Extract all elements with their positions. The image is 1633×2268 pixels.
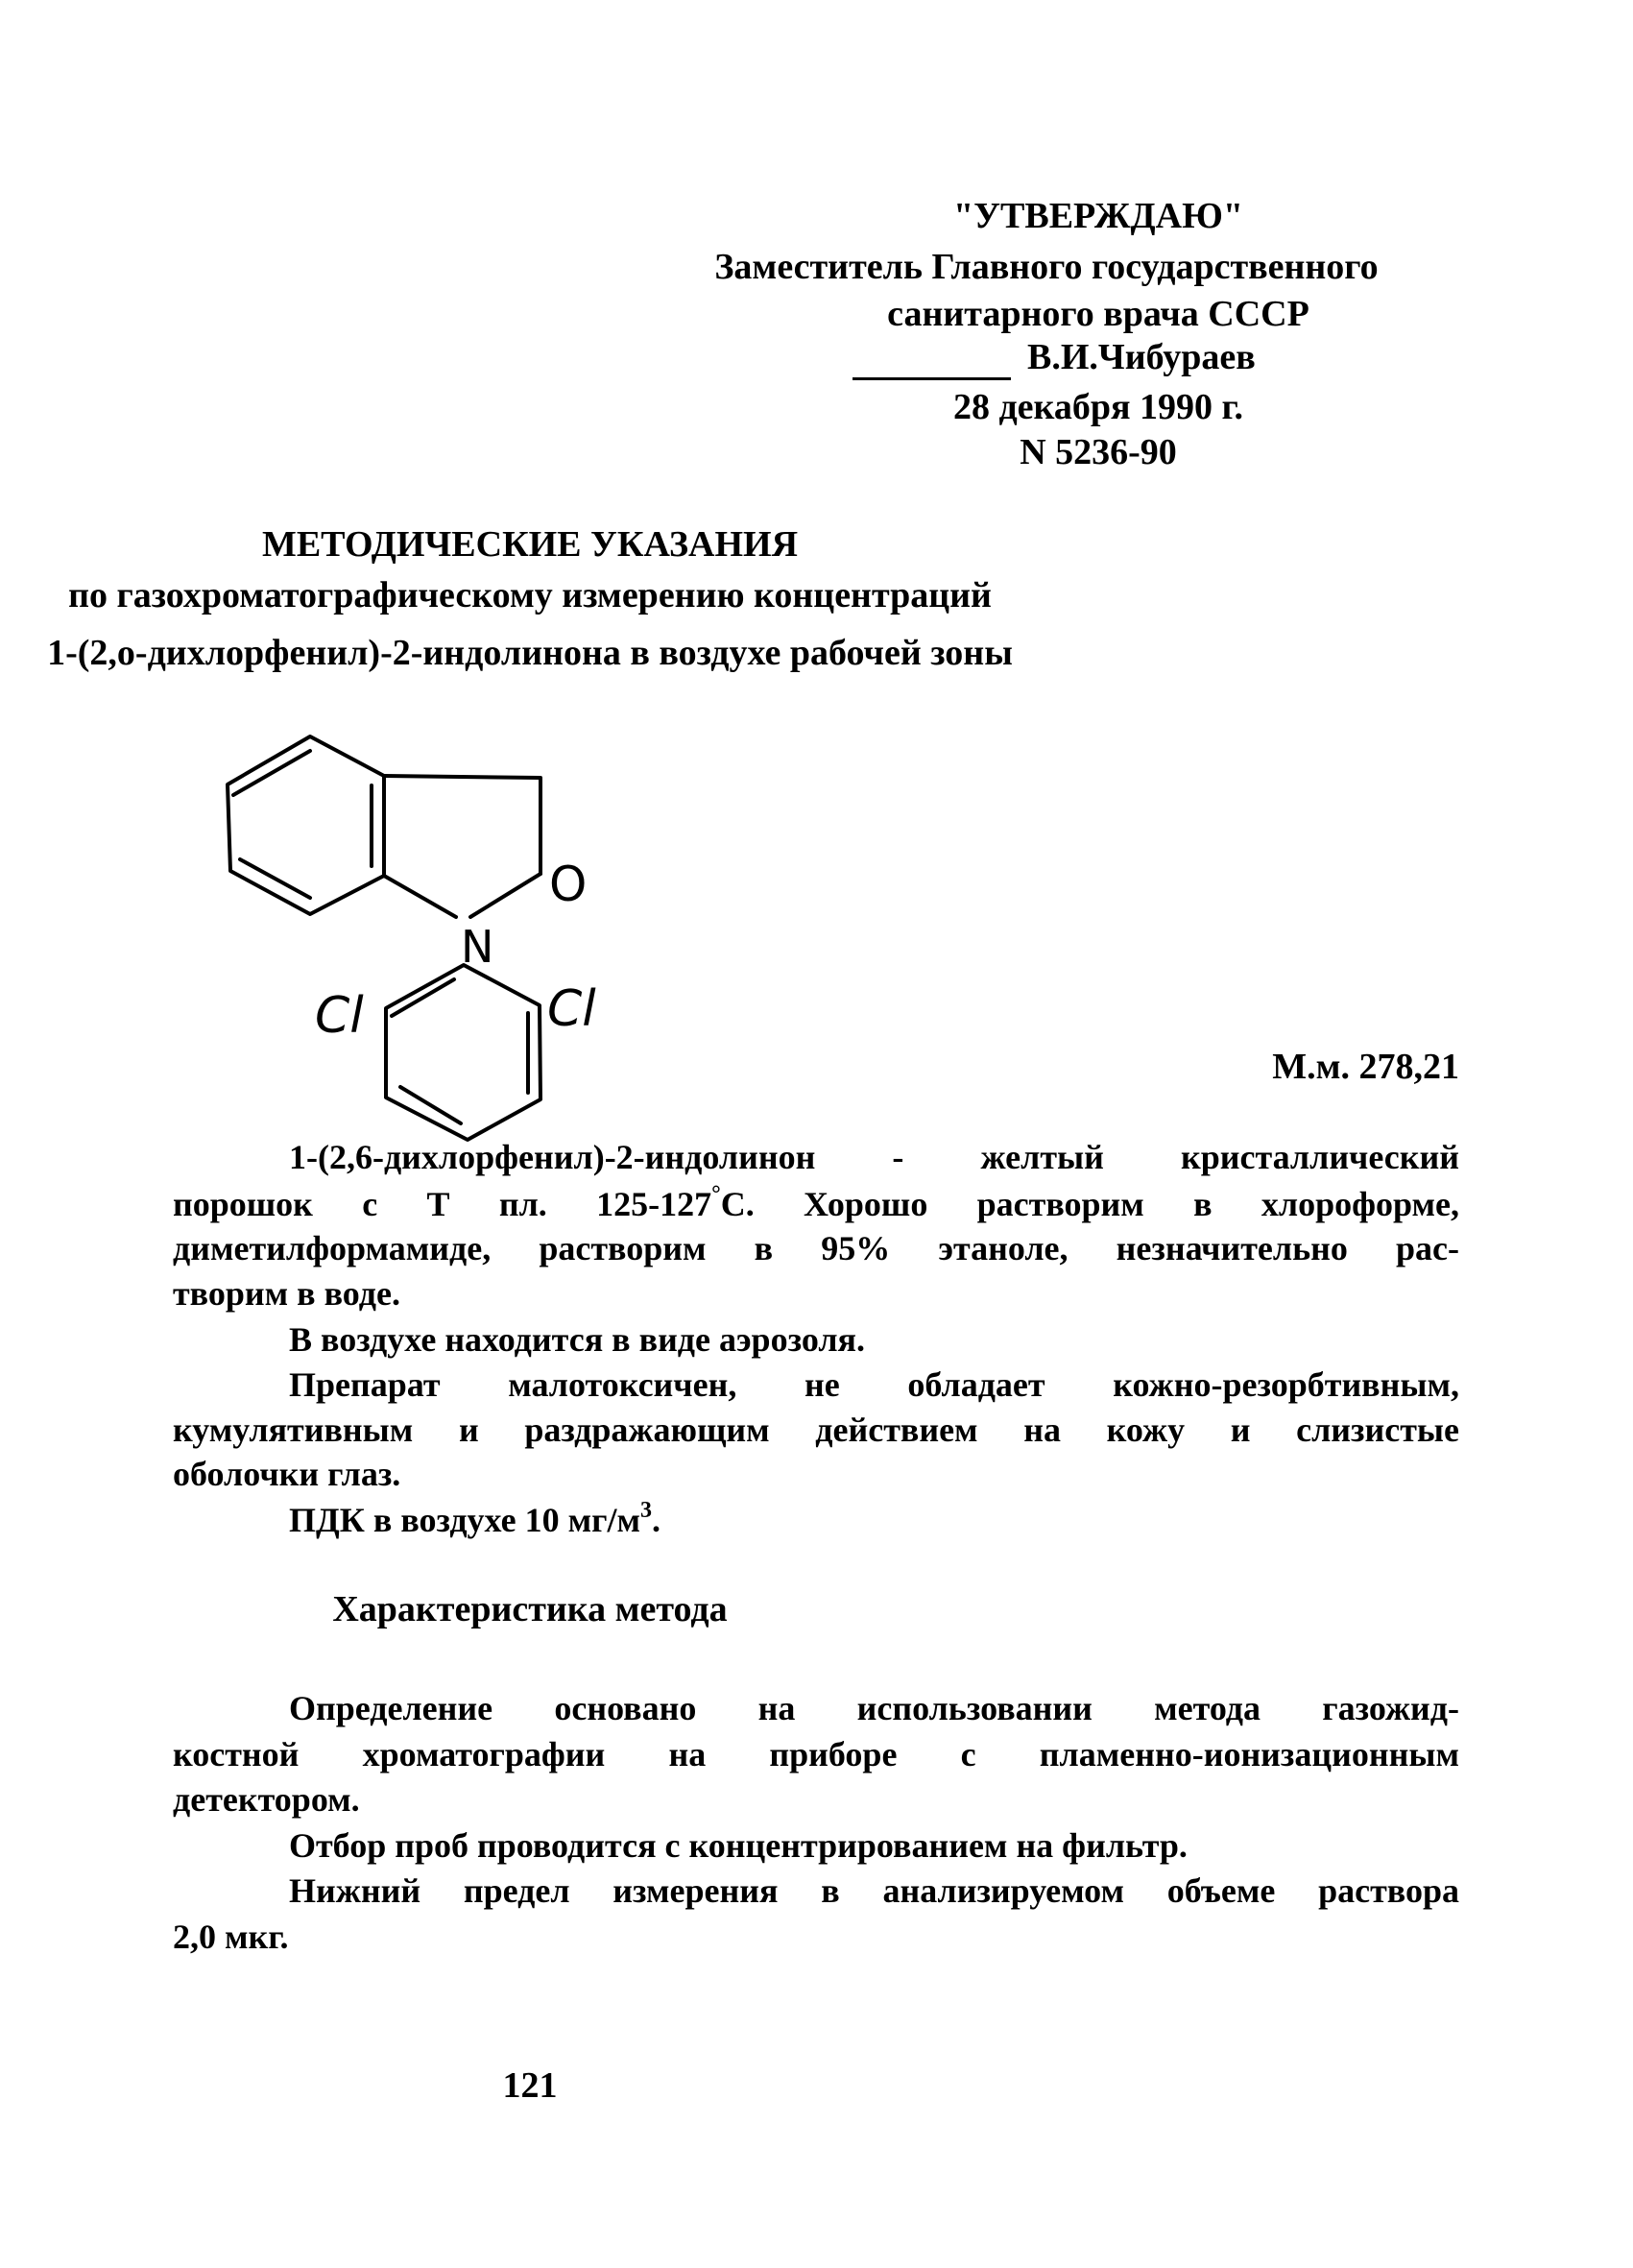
dichlorophenyl-ring [386,965,540,1140]
benzene-ring [228,736,384,914]
text-line: кумулятивным и раздражающим действием на кожу и слизистые [173,1411,1459,1449]
text-fragment: . [652,1501,661,1539]
text-fragment: порошок с Т пл. 125-127 [173,1185,712,1223]
text-line: 1-(2,6-дихлорфенил)-2-индолинон - желтый кристаллический [289,1138,1459,1176]
text-line: творим в воде. [173,1274,400,1313]
approval-position-line1: Заместитель Главного государственного [714,247,1379,287]
signature-line [853,377,1011,380]
title-line2: по газохроматографическому измерению концентраций [68,575,992,615]
atom-cl-right-label: Cl [547,980,596,1038]
approval-position-line2: санитарного врача СССР [887,294,1309,334]
text-line: Отбор проб проводится с концентрированием на фильтр. [289,1826,1188,1865]
title-line3: 1-(2,о-дихлорфенил)-2-индолинона в воздухе рабочей зоны [47,633,1013,673]
text-line: детектором. [173,1780,360,1819]
approval-number: N 5236-90 [1020,432,1177,472]
text-line: Определение основано на использовании метода газожид- [289,1689,1459,1727]
text-line: диметилформамиде, растворим в 95% этаноле, незначительно рас- [173,1229,1459,1267]
title-main: МЕТОДИЧЕСКИЕ УКАЗАНИЯ [261,524,799,565]
approval-stamp: "УТВЕРЖДАЮ" [953,196,1243,236]
molar-mass: М.м. 278,21 [1272,1047,1459,1087]
text-fragment: С. Хорошо растворим в хлороформе, [720,1185,1459,1223]
text-line [173,1183,1459,1225]
pyrrolidone-ring [384,776,540,874]
text-line: Препарат малотоксичен, не обладает кожно-резорбтивным, [289,1365,1459,1404]
text-fragment: ПДК в воздухе 10 мг/м [289,1501,641,1539]
approval-signatory: В.И.Чибураев [1027,337,1256,377]
atom-cl-left-label: Cl [315,987,364,1045]
structural-formula [192,701,672,1143]
text-line [289,1499,1459,1541]
text-line: Нижний предел измерения в анализируемом объеме раствора [289,1871,1459,1910]
text-line: оболочки глаз. [173,1455,401,1493]
degree-sign: ° [711,1182,721,1207]
superscript: 3 [640,1498,653,1523]
text-line: В воздухе находится в виде аэрозоля. [289,1320,866,1359]
approval-date: 28 декабря 1990 г. [952,387,1244,427]
atom-o-label: O [549,857,588,912]
text-line: костной хроматографии на приборе с пламенно-ионизационным [173,1735,1459,1773]
page-number: 121 [502,2065,558,2106]
text-line: 2,0 мкг. [173,1918,289,1956]
section-heading: Характеристика метода [332,1589,728,1629]
atom-n-label: N [461,921,494,973]
